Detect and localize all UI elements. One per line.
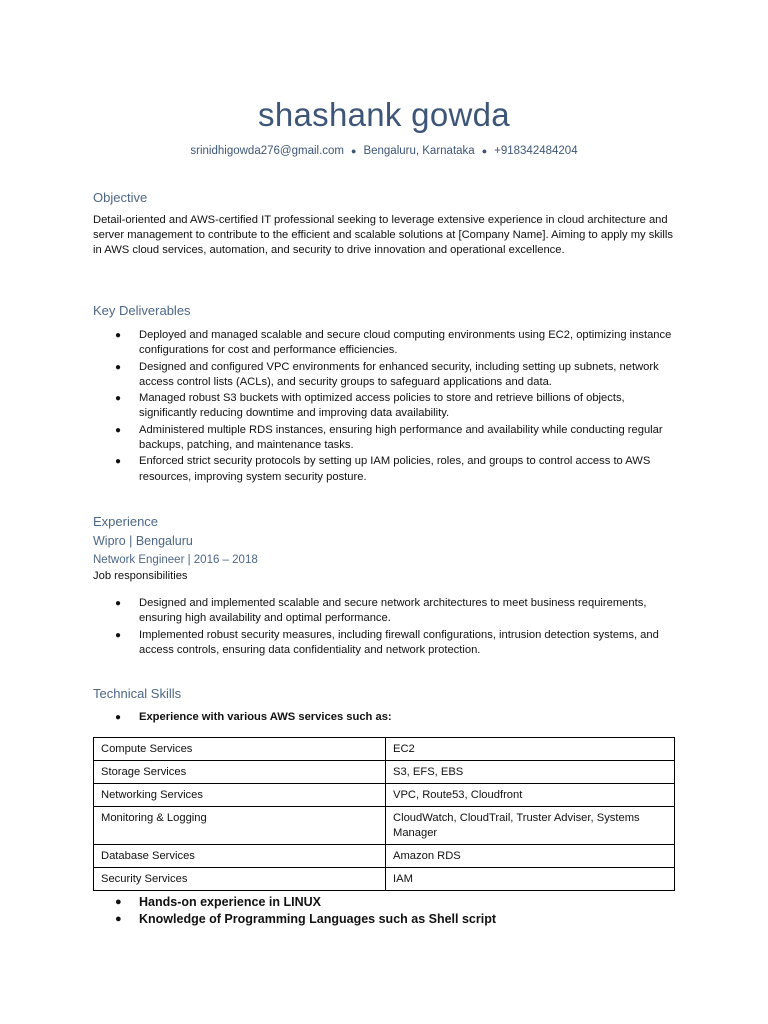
responsibilities-label: Job responsibilities — [93, 570, 188, 582]
table-row — [94, 738, 675, 761]
bullet-glyph: ● — [115, 456, 122, 468]
phone-text: +918342484204 — [494, 145, 578, 157]
table-cell: Networking Services — [94, 784, 386, 807]
table-cell: Amazon RDS — [386, 845, 675, 868]
deliverables-list — [93, 328, 675, 486]
list-item — [93, 454, 675, 485]
aws-heading-text: Experience with various AWS services such as: — [139, 711, 392, 723]
linux-skill-text: Hands-on experience in LINUX — [139, 895, 321, 909]
bullet-glyph: ● — [115, 361, 122, 373]
table-cell: Security Services — [94, 868, 386, 891]
list-item — [93, 423, 675, 454]
table-cell: S3, EFS, EBS — [386, 761, 675, 784]
bullet-glyph: ● — [115, 913, 122, 925]
list-item — [93, 328, 675, 359]
bullet-glyph: ● — [115, 896, 122, 908]
table-cell: EC2 — [386, 738, 675, 761]
table-row — [94, 807, 675, 845]
email-text: srinidhigowda276@gmail.com — [190, 145, 344, 157]
bullet-glyph: ● — [115, 598, 122, 609]
table-row — [94, 761, 675, 784]
list-item — [93, 391, 675, 422]
bullet-glyph: ● — [115, 629, 122, 641]
role-line: Network Engineer | 2016 – 2018 — [93, 554, 258, 566]
table-cell: VPC, Route53, Cloudfront — [386, 784, 675, 807]
contact-line — [0, 144, 768, 159]
table-row — [94, 845, 675, 868]
list-item-text: Administered multiple RDS instances, ensuring high performance and availability while conducting regular backups, patching, and maintenance tasks. — [139, 423, 663, 452]
company-line: Wipro | Bengaluru — [93, 534, 193, 548]
objective-heading: Objective — [93, 190, 148, 205]
aws-services-table — [93, 737, 675, 891]
responsibilities-list — [93, 596, 675, 659]
objective-text: Detail-oriented and AWS-certified IT professional seeking to leverage extensive experience in cloud architecture and server management to contribute to the efficient and scalable solutions at [Company Name]. Aiming to apply my skills in AWS cloud services, automation, and security to drive innovation and operational excellence. — [93, 214, 673, 256]
list-item — [93, 596, 675, 627]
bullet-glyph: ● — [115, 424, 122, 436]
table-cell: Database Services — [94, 845, 386, 868]
programming-skill-bullet — [93, 911, 675, 928]
deliverables-heading: Key Deliverables — [93, 303, 191, 318]
linux-skill-bullet — [93, 894, 675, 911]
table-row — [94, 784, 675, 807]
bullet-glyph: ● — [115, 330, 122, 341]
list-item-text: Deployed and managed scalable and secure cloud computing environments using EC2, optimizing instance configurations for cost and performance efficiencies. — [139, 329, 672, 357]
table-cell: CloudWatch, CloudTrail, Truster Adviser, Systems Manager — [386, 807, 675, 845]
list-item — [93, 628, 675, 659]
programming-skill-text: Knowledge of Programming Languages such as Shell script — [139, 912, 497, 926]
list-item-text: Designed and implemented scalable and secure network architectures to meet business requirements, ensuring high availability and optimal performance. — [139, 597, 647, 625]
list-item-text: Implemented robust security measures, including firewall configurations, intrusion detection systems, and access controls, ensuring data confidentiality and network protection. — [139, 628, 659, 656]
table-cell: Compute Services — [94, 738, 386, 761]
separator-dot: ● — [351, 146, 357, 156]
aws-heading-bullet — [93, 710, 675, 725]
list-item-text: Designed and configured VPC environments for enhanced security, including setting up subnets, network access control lists (ACLs), and security groups to safeguard applications and data. — [139, 360, 659, 388]
location-text: Bengaluru, Karnataka — [363, 145, 475, 157]
table-cell: IAM — [386, 868, 675, 891]
table-cell: Monitoring & Logging — [94, 807, 386, 845]
experience-heading: Experience — [93, 514, 159, 529]
skills-heading: Technical Skills — [93, 686, 182, 701]
table-cell: Storage Services — [94, 761, 386, 784]
list-item — [93, 360, 675, 391]
bullet-glyph: ● — [115, 712, 122, 723]
separator-dot: ● — [481, 146, 488, 156]
list-item-text: Enforced strict security protocols by setting up IAM policies, roles, and groups to control access to AWS resources, improving system security posture. — [139, 455, 651, 483]
candidate-name: shashank gowda — [258, 96, 510, 133]
bullet-glyph: ● — [115, 393, 122, 405]
table-row — [94, 868, 675, 891]
list-item-text: Managed robust S3 buckets with optimized access policies to store and retrieve billions of objects, significantly reducing downtime and improving data availability. — [139, 392, 625, 420]
